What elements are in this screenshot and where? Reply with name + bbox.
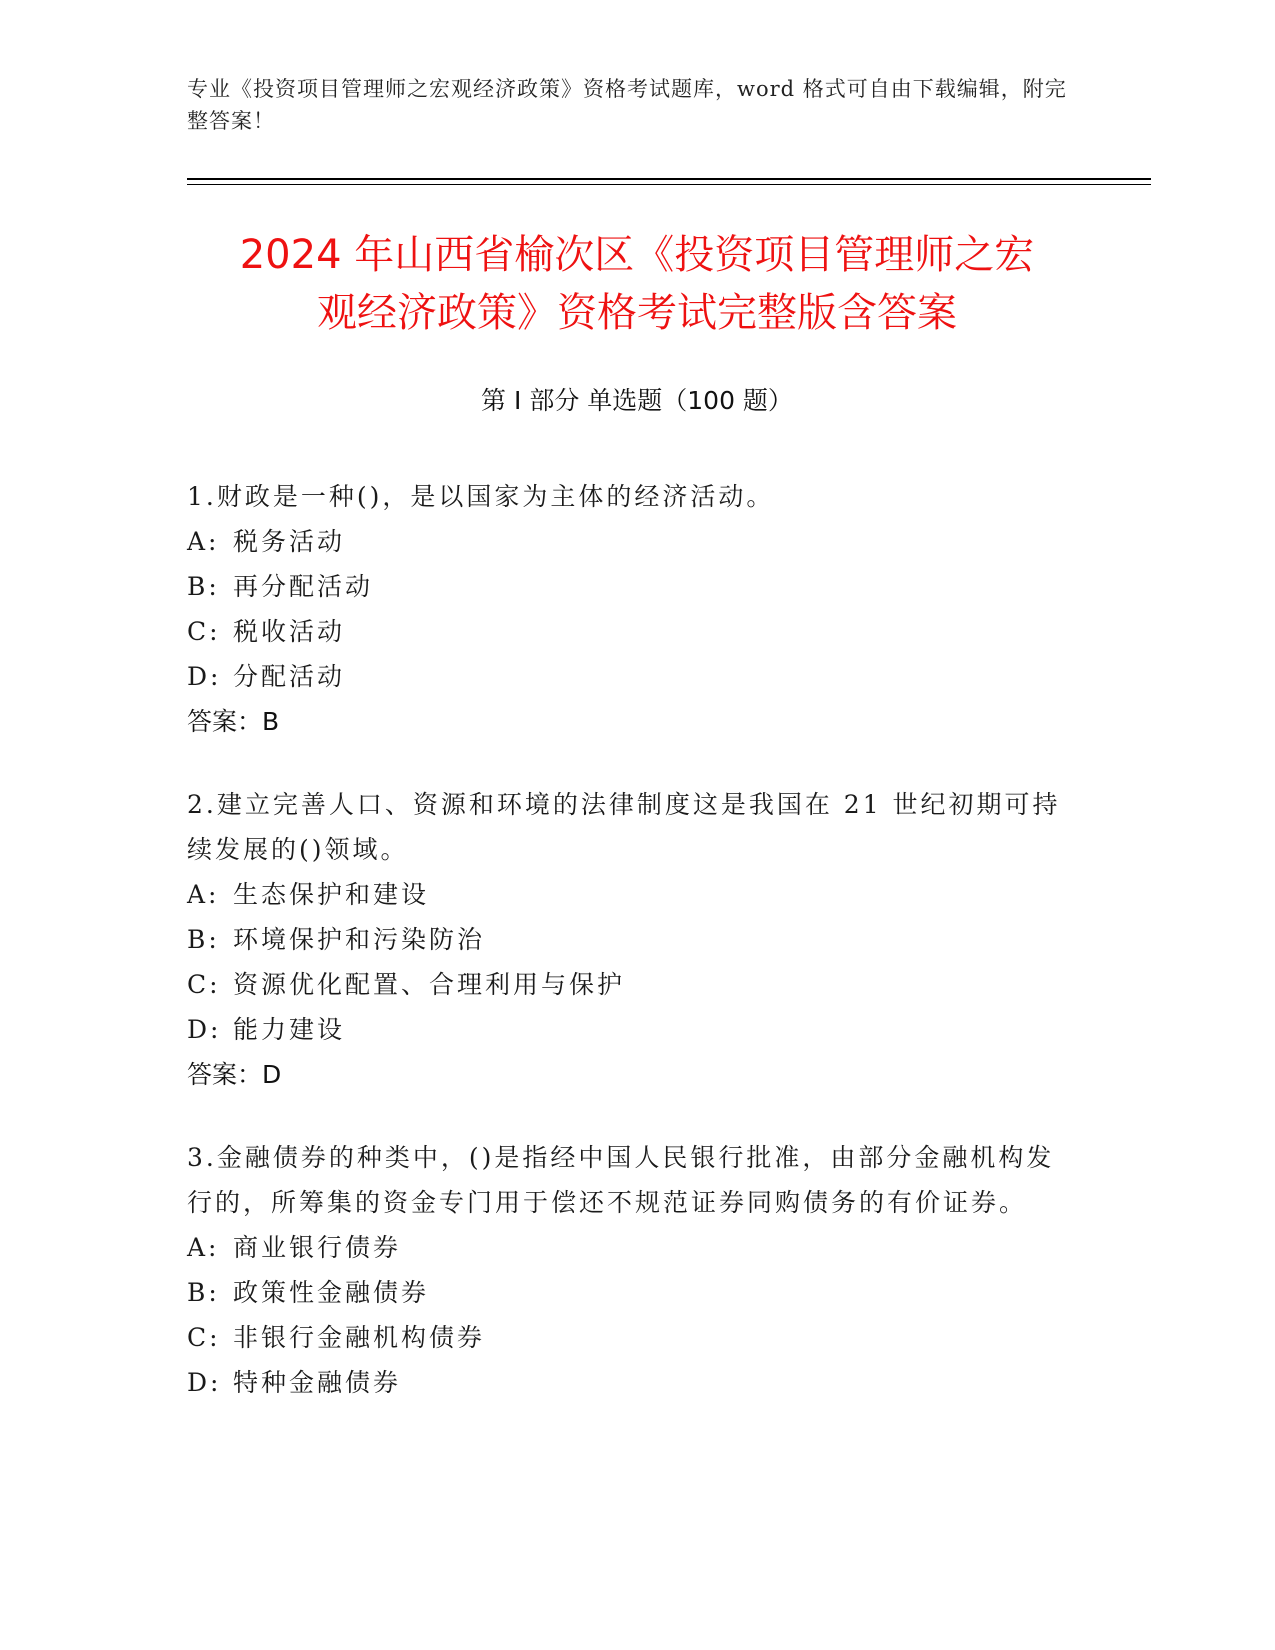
option-text: 税务活动 bbox=[233, 527, 346, 556]
question-stem: 3.金融债券的种类中，()是指经中国人民银行批准，由部分金融机构发行的，所筹集的资金专门用于偿还不规范证券同购债务的有价证券。 bbox=[187, 1143, 1055, 1217]
header-rule-thin bbox=[187, 184, 1151, 185]
question-1 bbox=[187, 474, 1077, 744]
option-b bbox=[187, 564, 1077, 609]
option-letter: A: bbox=[187, 880, 220, 909]
option-text: 分配活动 bbox=[233, 662, 346, 691]
question-2 bbox=[187, 782, 1077, 1097]
option-text: 生态保护和建设 bbox=[233, 880, 430, 909]
answer-value: B bbox=[262, 707, 280, 736]
answer-line bbox=[187, 699, 1077, 744]
option-d bbox=[187, 654, 1077, 699]
option-b bbox=[187, 1270, 1077, 1315]
option-text: 政策性金融债券 bbox=[233, 1278, 430, 1307]
question-3 bbox=[187, 1135, 1077, 1405]
option-letter: B: bbox=[187, 1278, 220, 1307]
option-text: 非银行金融机构债券 bbox=[233, 1323, 486, 1352]
option-b bbox=[187, 917, 1077, 962]
option-letter: D: bbox=[187, 1015, 222, 1044]
option-letter: B: bbox=[187, 572, 220, 601]
option-text: 商业银行债券 bbox=[233, 1233, 402, 1262]
option-letter: C: bbox=[187, 617, 221, 646]
option-a bbox=[187, 872, 1077, 917]
title-line-2: 观经济政策》资格考试完整版含答案 bbox=[317, 290, 957, 336]
option-c bbox=[187, 1315, 1077, 1360]
option-letter: A: bbox=[187, 1233, 220, 1262]
option-text: 特种金融债券 bbox=[233, 1368, 402, 1397]
option-letter: C: bbox=[187, 1323, 221, 1352]
title-line-1: 2024 年山西省榆次区《投资项目管理师之宏 bbox=[239, 232, 1035, 278]
option-text: 税收活动 bbox=[233, 617, 346, 646]
option-text: 能力建设 bbox=[233, 1015, 346, 1044]
option-text: 资源优化配置、合理利用与保护 bbox=[233, 970, 626, 999]
header-rule-thick bbox=[187, 178, 1151, 180]
header-note: 专业《投资项目管理师之宏观经济政策》资格考试题库，word 格式可自由下载编辑，附完整答案！ bbox=[187, 77, 1067, 133]
option-letter: C: bbox=[187, 970, 221, 999]
option-c bbox=[187, 609, 1077, 654]
answer-value: D bbox=[262, 1060, 282, 1089]
option-letter: D: bbox=[187, 662, 222, 691]
option-a bbox=[187, 1225, 1077, 1270]
option-d bbox=[187, 1360, 1077, 1405]
section-heading: 第 I 部分 单选题（100 题） bbox=[481, 386, 793, 415]
option-text: 再分配活动 bbox=[233, 572, 374, 601]
option-d bbox=[187, 1007, 1077, 1052]
option-a bbox=[187, 519, 1077, 564]
answer-line bbox=[187, 1052, 1077, 1097]
question-stem: 2.建立完善人口、资源和环境的法律制度这是我国在 21 世纪初期可持续发展的()领域。 bbox=[187, 790, 1061, 864]
option-text: 环境保护和污染防治 bbox=[233, 925, 486, 954]
option-letter: D: bbox=[187, 1368, 222, 1397]
option-c bbox=[187, 962, 1077, 1007]
answer-label: 答案： bbox=[187, 1060, 263, 1089]
question-list bbox=[187, 474, 1077, 1443]
option-letter: B: bbox=[187, 925, 220, 954]
option-letter: A: bbox=[187, 527, 220, 556]
answer-label: 答案： bbox=[187, 707, 263, 736]
document-title bbox=[187, 226, 1087, 342]
question-stem: 1.财政是一种()，是以国家为主体的经济活动。 bbox=[187, 482, 775, 511]
